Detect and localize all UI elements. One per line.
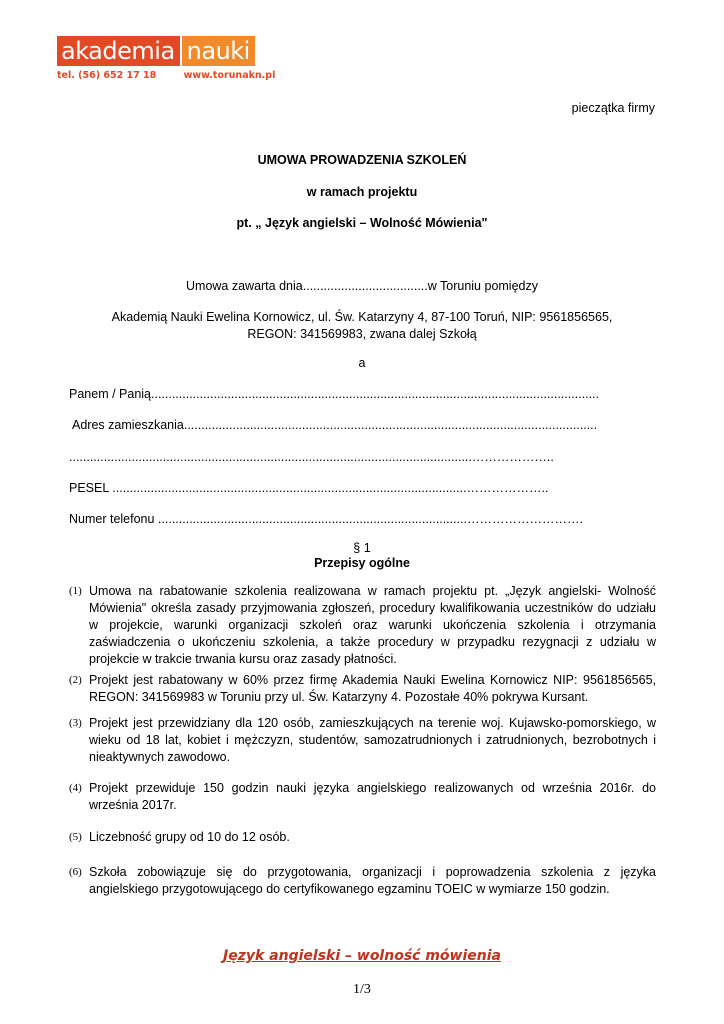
pesel-field: PESEL ......................................................................................................……………….. (69, 481, 549, 495)
project-title: pt. „ Język angielski – Wolność Mówienia" (236, 216, 488, 230)
section-number: § 1 (353, 541, 371, 555)
logo-phone: tel. (56) 652 17 18 (57, 70, 157, 81)
contract-intro: Umowa zawarta dnia....................................w Toruniu pomiędzy (186, 279, 538, 293)
list-item (69, 829, 656, 846)
footer-project-title: Język angielski – wolność mówienia (223, 948, 501, 964)
list-item-number: (3) (69, 717, 82, 729)
list-item-number: (4) (69, 782, 82, 794)
school-party: Akademią Nauki Ewelina Kornowicz, ul. Św. Katarzyny 4, 87-100 Toruń, NIP: 9561856565, REGON: 341569983, zwana dalej Szkołą (111, 310, 613, 341)
section-title: Przepisy ogólne (314, 556, 410, 570)
list-item-text: Projekt przewiduje 150 godzin nauki języka angielskiego realizowanych od września 2016r. do września 2017r. (89, 781, 656, 812)
list-item (69, 864, 656, 898)
company-stamp-label: pieczątka firmy (571, 101, 655, 115)
list-item-number: (6) (69, 866, 82, 878)
logo-website: www.torunakn.pl (183, 70, 276, 81)
list-item-text: Szkoła zobowiązuje się do przygotowania, organizacji i poprowadzenia szkolenia z języka angielskiego przygotowującego do certyfikowanego egzaminu TOEIC w wymiarze 150 godzin. (89, 865, 656, 896)
phone-field: Numer telefonu .........................................................................................………………………. (69, 512, 583, 526)
list-item (69, 715, 656, 766)
list-item (69, 780, 656, 814)
list-item-text: Umowa na rabatowanie szkolenia realizowana w ramach projektu pt. „Język angielski- Wolność Mówienia" określa zasady przyjmowania zgłoszeń, procedury kwalifikowania uczestników do udziału w projekcie, warunki organizacji szkoleń oraz warunki ukończenia szkolenia i otrzymania zaświadczenia o ukończeniu szkolenia, a także procedury w przypadku rezygnacji z udziału w projekcie w trakcie trwania kursu oraz zasady płatności. (89, 584, 656, 666)
address-field: Adres zamieszkania....................................................................................................................... (72, 418, 598, 432)
list-item-number: (1) (69, 585, 82, 597)
logo-word-akademia: akademia (57, 36, 180, 66)
list-item-text: Projekt jest przewidziany dla 120 osób, zamieszkujących na terenie woj. Kujawsko-pomorskiego, w wieku od 18 lat, kobiet i mężczyzn, studentów, samozatrudnionych i zatrudnionych, bezrobotnych i nieaktywnych zawodowo. (89, 716, 656, 764)
address-field-continued: ....................................................................................................................……………….. (69, 450, 554, 464)
page-number: 1/3 (353, 982, 371, 997)
list-item (69, 672, 656, 706)
document-title: UMOWA PROWADZENIA SZKOLEŃ (257, 153, 467, 167)
list-item-text: Liczebność grupy od 10 do 12 osób. (89, 830, 290, 844)
list-item-text: Projekt jest rabatowany w 60% przez firmę Akademia Nauki Ewelina Kornowicz NIP: 9561856565, REGON: 341569983 w Toruniu przy ul. Św. Katarzyny 4. Pozostałe 40% pokrywa Kursant. (89, 673, 656, 704)
logo-word-nauki: nauki (182, 36, 255, 66)
list-item-number: (2) (69, 674, 82, 686)
logo-contact (57, 70, 275, 81)
party-connector: a (358, 356, 366, 370)
list-item (69, 583, 656, 668)
name-field: Panem / Panią................................................................................................................................. (69, 387, 599, 401)
list-item-number: (5) (69, 831, 82, 843)
document-subtitle: w ramach projektu (306, 185, 418, 199)
company-logo (57, 36, 255, 66)
